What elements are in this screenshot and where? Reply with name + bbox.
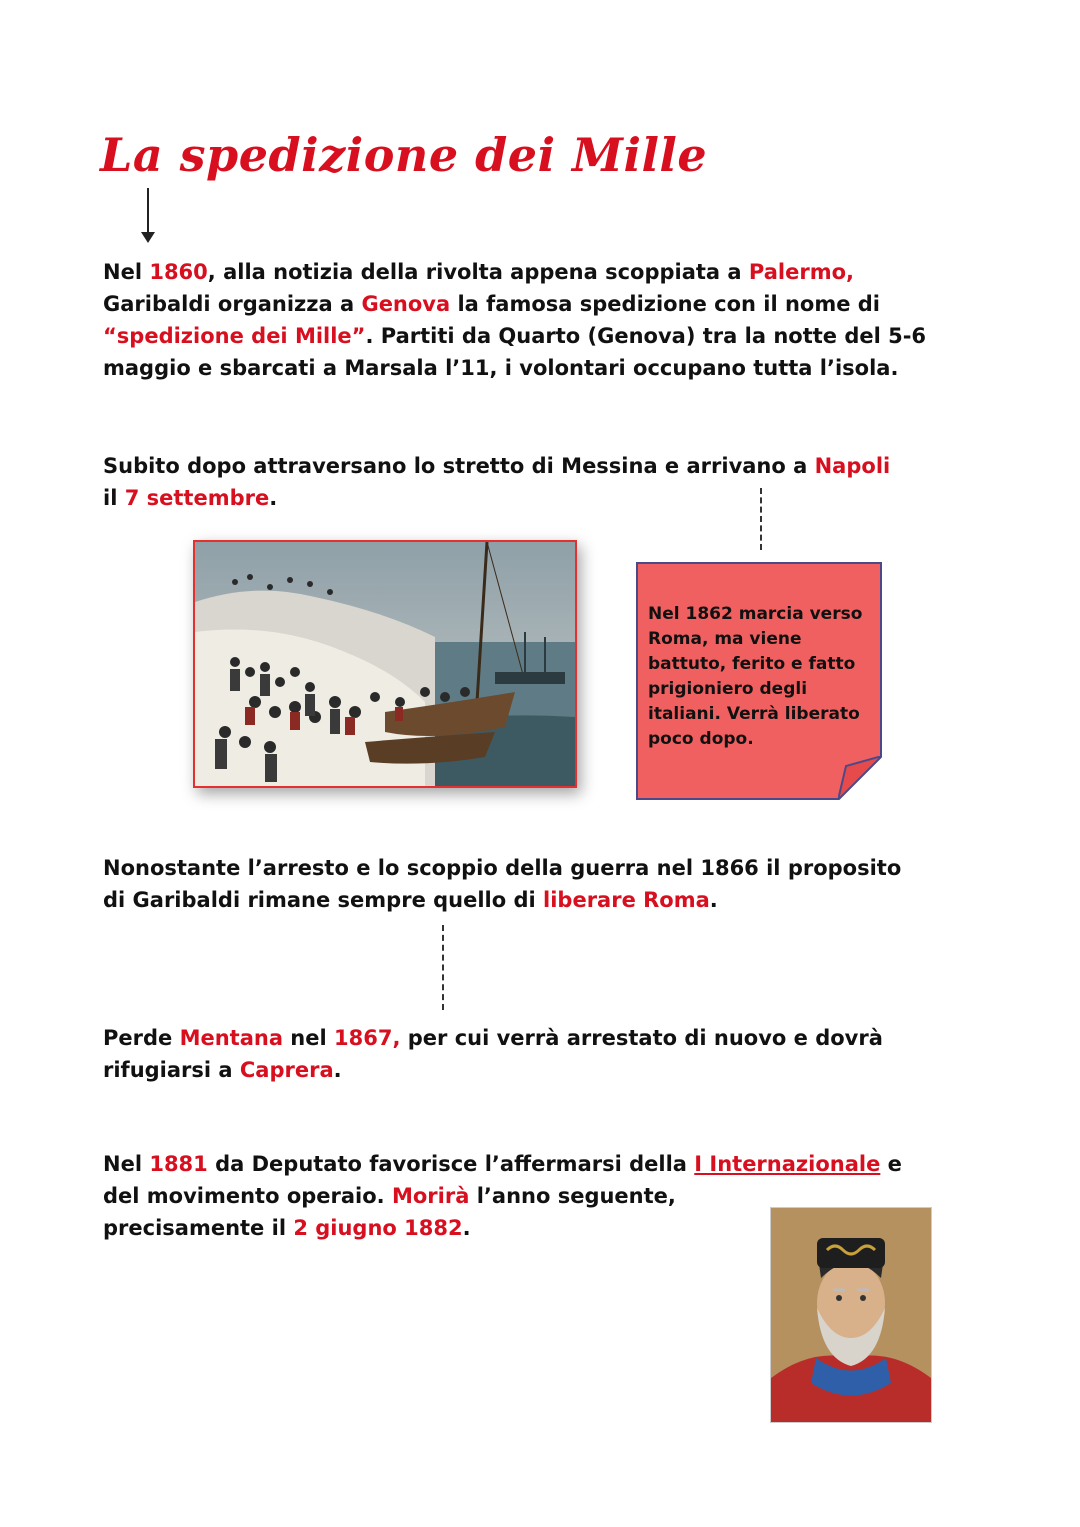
text: nel [283, 1026, 335, 1050]
p1-line-2 [103, 288, 926, 320]
p4-line-2 [103, 1054, 883, 1086]
text: . [709, 888, 718, 912]
text: Perde [103, 1026, 180, 1050]
dashed-connector [760, 488, 762, 550]
paragraph-2 [103, 450, 890, 514]
place-caprera: Caprera [239, 1058, 334, 1082]
text: . [462, 1216, 471, 1240]
date-2-giugno-1882: 2 giugno 1882 [293, 1216, 463, 1240]
text: per cui verrà arrestato di nuovo e dovrà [400, 1026, 883, 1050]
year-1860: 1860 [149, 260, 208, 284]
text: Subito dopo attraversano lo stretto di Messina e arrivano a [103, 454, 815, 478]
text: Garibaldi organizza a [103, 292, 362, 316]
text: . [333, 1058, 342, 1082]
text: , alla notizia della rivolta appena scoppiata a [207, 260, 749, 284]
place-genova: Genova [361, 292, 451, 316]
p2-line-2 [103, 482, 890, 514]
paragraph-3 [103, 852, 901, 916]
text: Nel [103, 1152, 150, 1176]
text: di Garibaldi rimane sempre quello di [103, 888, 544, 912]
text: Nel [103, 260, 150, 284]
morira: Morirà [391, 1184, 470, 1208]
text: del movimento operaio. [103, 1184, 392, 1208]
liberare-roma: liberare Roma [543, 888, 710, 912]
text: la famosa spedizione con il nome di [450, 292, 881, 316]
p3-line-1: Nonostante l’arresto e lo scoppio della guerra nel 1866 il proposito [103, 856, 902, 880]
p3-line-2 [103, 884, 901, 916]
expedition-name: “spedizione dei Mille” [103, 324, 366, 348]
i-internazionale-link[interactable]: I Internazionale [694, 1152, 881, 1176]
p1-line-1 [103, 256, 926, 288]
text: e [880, 1152, 902, 1176]
page-fold-icon [838, 756, 882, 800]
text: precisamente il [103, 1216, 294, 1240]
date-7-settembre: 7 settembre [124, 486, 270, 510]
dashed-connector [442, 925, 444, 1010]
text: . Partiti da Quarto (Genova) tra la notte del 5-6 [365, 324, 927, 348]
text: da Deputato favorisce l’affermarsi della [207, 1152, 695, 1176]
place-napoli: Napoli [814, 454, 891, 478]
year-1881: 1881 [149, 1152, 208, 1176]
painting-image [193, 540, 577, 788]
arrow-head-icon [141, 232, 155, 243]
paragraph-4 [103, 1022, 883, 1086]
text: il [103, 486, 125, 510]
p4-line-1 [103, 1022, 883, 1054]
page-title: La spedizione dei Mille [100, 128, 708, 182]
p2-line-1 [103, 450, 890, 482]
arrow-down-icon [147, 188, 149, 232]
text: rifugiarsi a [103, 1058, 240, 1082]
year-1867: 1867, [334, 1026, 401, 1050]
p1-line-3 [103, 320, 926, 352]
p5-line-1 [103, 1148, 902, 1180]
text: l’anno seguente, [469, 1184, 676, 1208]
portrait-image [770, 1207, 932, 1423]
paragraph-1 [103, 256, 926, 384]
text: . [269, 486, 278, 510]
sticky-note [636, 562, 882, 800]
note-text: Nel 1862 marcia verso Roma, ma viene battuto, ferito e fatto prigioniero degli italiani. Verrà liberato poco dopo. [648, 604, 863, 749]
place-palermo: Palermo, [748, 260, 854, 284]
painting-icon [195, 542, 575, 786]
place-mentana: Mentana [179, 1026, 283, 1050]
portrait-icon [771, 1208, 931, 1422]
p1-line-4: maggio e sbarcati a Marsala l’11, i volontari occupano tutta l’isola. [103, 356, 899, 380]
